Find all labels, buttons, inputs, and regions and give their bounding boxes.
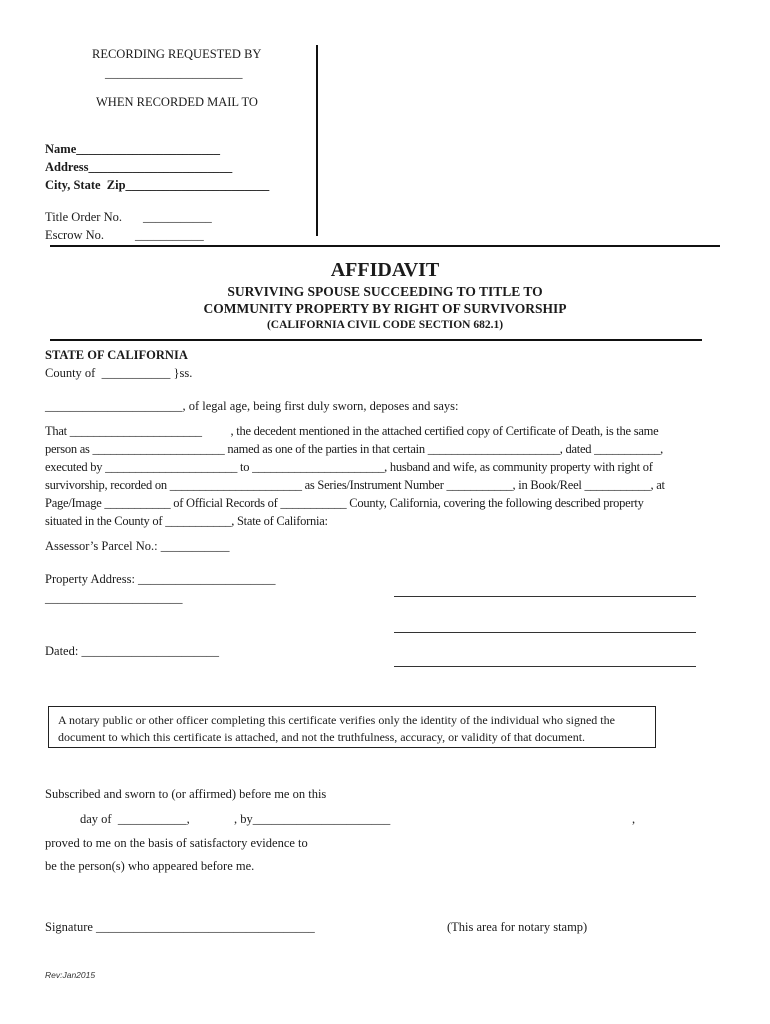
affiant-signature-line-3[interactable]	[394, 666, 696, 667]
jurat-line-1: Subscribed and sworn to (or affirmed) before me on this	[45, 787, 327, 801]
property-address-field[interactable]: Property Address: ______________________	[45, 572, 276, 586]
title-order-label: Title Order No.	[45, 210, 122, 224]
mail-to-address[interactable]: Address_______________________	[45, 160, 233, 174]
affidavit-title: AFFIDAVIT	[330, 259, 440, 281]
header-rule	[50, 245, 720, 247]
notary-notice-text: A notary public or other officer completing this certificate verifies only the identity of the individual who signed the document to which this certificate is attached, and not the truthfulness, accuracy, or validity of that document.	[58, 713, 615, 744]
heading-rule	[50, 339, 702, 341]
jurat-by[interactable]: , by______________________	[234, 812, 391, 826]
when-recorded-mail-to: WHEN RECORDED MAIL TO	[96, 95, 258, 109]
affidavit-subtitle-1: SURVIVING SPOUSE SUCCEEDING TO TITLE TO	[227, 284, 543, 299]
title-order-field[interactable]: ___________	[143, 210, 212, 224]
civil-code-reference: (CALIFORNIA CIVIL CODE SECTION 682.1)	[266, 319, 504, 331]
affiant-signature-line-1[interactable]	[394, 596, 696, 597]
mail-to-name[interactable]: Name_______________________	[45, 142, 220, 156]
recording-divider-vertical	[316, 45, 318, 236]
body-line-5[interactable]: Page/Image ___________ of Official Records of ___________ County, California, covering the following described property	[45, 496, 644, 510]
jurat-line-3: proved to me on the basis of satisfactory evidence to	[45, 836, 308, 850]
body-line-3[interactable]: executed by ______________________ to ______________________, husband and wife, as community property with right of	[45, 460, 653, 474]
escrow-field[interactable]: ___________	[135, 228, 204, 242]
affiant-signature-line-2[interactable]	[394, 632, 696, 633]
revision-label: Rev:Jan2015	[45, 970, 96, 980]
assessor-parcel-field[interactable]: Assessor’s Parcel No.: ___________	[45, 539, 230, 553]
jurat-line-4: be the person(s) who appeared before me.	[45, 859, 255, 873]
notary-stamp-area-label: (This area for notary stamp)	[447, 920, 588, 934]
body-line-1[interactable]: That ______________________ , the decedent mentioned in the attached certified copy of Certificate of Death, is the same	[45, 424, 659, 438]
notary-signature-field[interactable]: Signature ___________________________________	[45, 920, 315, 934]
county-field[interactable]: County of ___________ }ss.	[45, 366, 193, 380]
escrow-label: Escrow No.	[45, 228, 105, 242]
body-line-4[interactable]: survivorship, recorded on ______________________ as Series/Instrument Number ___________, in Book/Reel ___________, at	[45, 478, 665, 492]
body-line-2[interactable]: person as ______________________ named as one of the parties in that certain ______________________, dated ___________,	[45, 442, 664, 456]
body-line-6[interactable]: situated in the County of ___________, State of California:	[45, 514, 328, 528]
affidavit-subtitle-2: COMMUNITY PROPERTY BY RIGHT OF SURVIVORSHIP	[203, 301, 567, 316]
jurat-day-of[interactable]: day of ___________,	[80, 812, 190, 826]
affiant-line[interactable]: ______________________, of legal age, being first duly sworn, deposes and says:	[45, 399, 459, 413]
recording-requested-by: RECORDING REQUESTED BY	[92, 47, 262, 61]
dated-field[interactable]: Dated: ______________________	[45, 644, 219, 658]
jurat-comma: ,	[632, 812, 636, 826]
state-of-california: STATE OF CALIFORNIA	[45, 348, 188, 362]
notary-notice-box	[48, 706, 656, 748]
requested-by-blank[interactable]: ______________________	[105, 66, 243, 80]
mail-to-city-state-zip[interactable]: City, State Zip_______________________	[45, 178, 270, 192]
property-address-continuation[interactable]: ______________________	[45, 591, 183, 605]
